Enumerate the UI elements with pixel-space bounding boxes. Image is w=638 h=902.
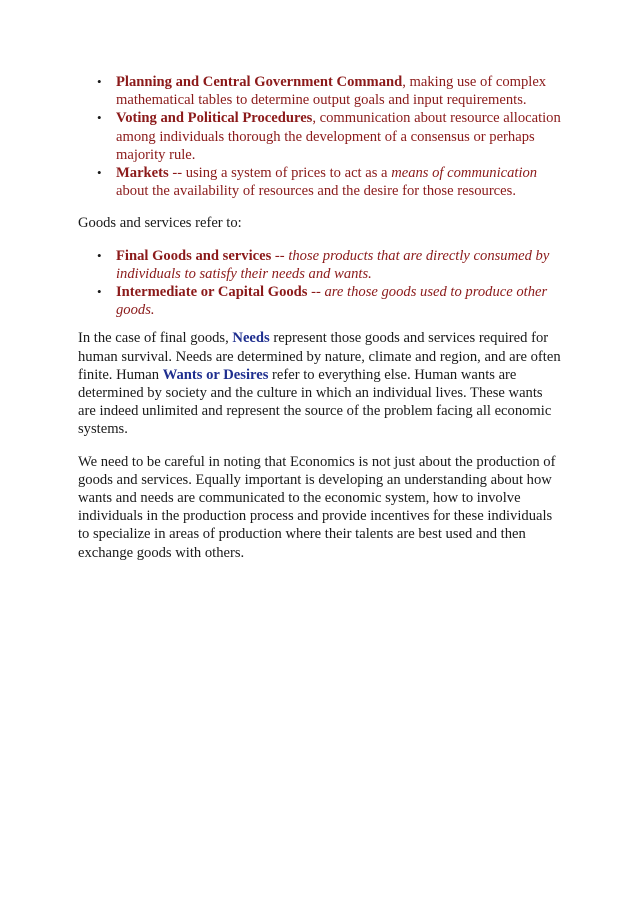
needs-wants-paragraph — [78, 329, 564, 438]
separator: -- — [271, 247, 289, 264]
document-body — [78, 73, 564, 562]
list-item-capital-goods — [78, 283, 564, 319]
desc-markets-part2: about the availability of resources and the desire for those resources. — [116, 183, 516, 200]
list-item-voting — [78, 109, 564, 164]
separator: -- — [307, 284, 325, 301]
economics-paragraph: We need to be careful in noting that Economics is not just about the production of goods and services. Equally important is developing an understanding about how wants and needs are communicated to the economic system, how to involve individuals in the production process and provide incentives for these individuals to specialize in areas of production where their talents are best used and then exchange goods with others. — [78, 453, 556, 561]
term-planning: Planning and Central Government Command — [116, 74, 403, 90]
term-final-goods: Final Goods and services — [116, 247, 272, 264]
desc-markets-italic: means of communication — [391, 165, 538, 182]
desc-voting: , communication about resource allocation among individuals thorough the development of a consensus or perhaps majority rule. — [116, 110, 561, 163]
goods-intro: Goods and services refer to: — [78, 215, 242, 232]
term-capital-goods: Intermediate or Capital Goods — [116, 284, 308, 301]
bullet-icon: • — [97, 74, 102, 89]
term-wants: Wants or Desires — [162, 366, 269, 383]
term-voting: Voting and Political Procedures — [116, 110, 313, 127]
communication-methods-list — [78, 73, 564, 200]
bullet-icon: • — [97, 247, 102, 263]
para1-text-1: In the case of final goods, — [78, 330, 233, 347]
goods-types-list — [78, 247, 564, 320]
desc-final-goods: those products that are directly consumed by individuals to satisfy their needs and wants. — [116, 247, 550, 282]
list-item-markets — [78, 164, 564, 200]
list-item-planning — [78, 73, 564, 109]
desc-markets-part1: -- using a system of prices to act as a — [168, 165, 392, 182]
bullet-icon: • — [97, 165, 102, 181]
bullet-icon: • — [97, 284, 102, 300]
para1-text-3: refer to everything else. Human wants are determined by society and the culture in which an individual lives. These wants are indeed unlimited and represent the source of the problem facing all economic systems. — [78, 366, 552, 438]
para1-text-2: represent those goods and services required for human survival. Needs are determined by nature, climate and region, and are often finite. Human — [78, 330, 561, 383]
list-item-final-goods — [78, 247, 564, 283]
bullet-icon: • — [97, 110, 102, 126]
desc-capital-goods: are those goods used to produce other goods. — [116, 284, 548, 319]
term-needs: Needs — [232, 330, 270, 347]
term-markets: Markets — [116, 165, 169, 182]
desc-planning: , making use of complex mathematical tables to determine output goals and input requirements. — [116, 74, 547, 109]
